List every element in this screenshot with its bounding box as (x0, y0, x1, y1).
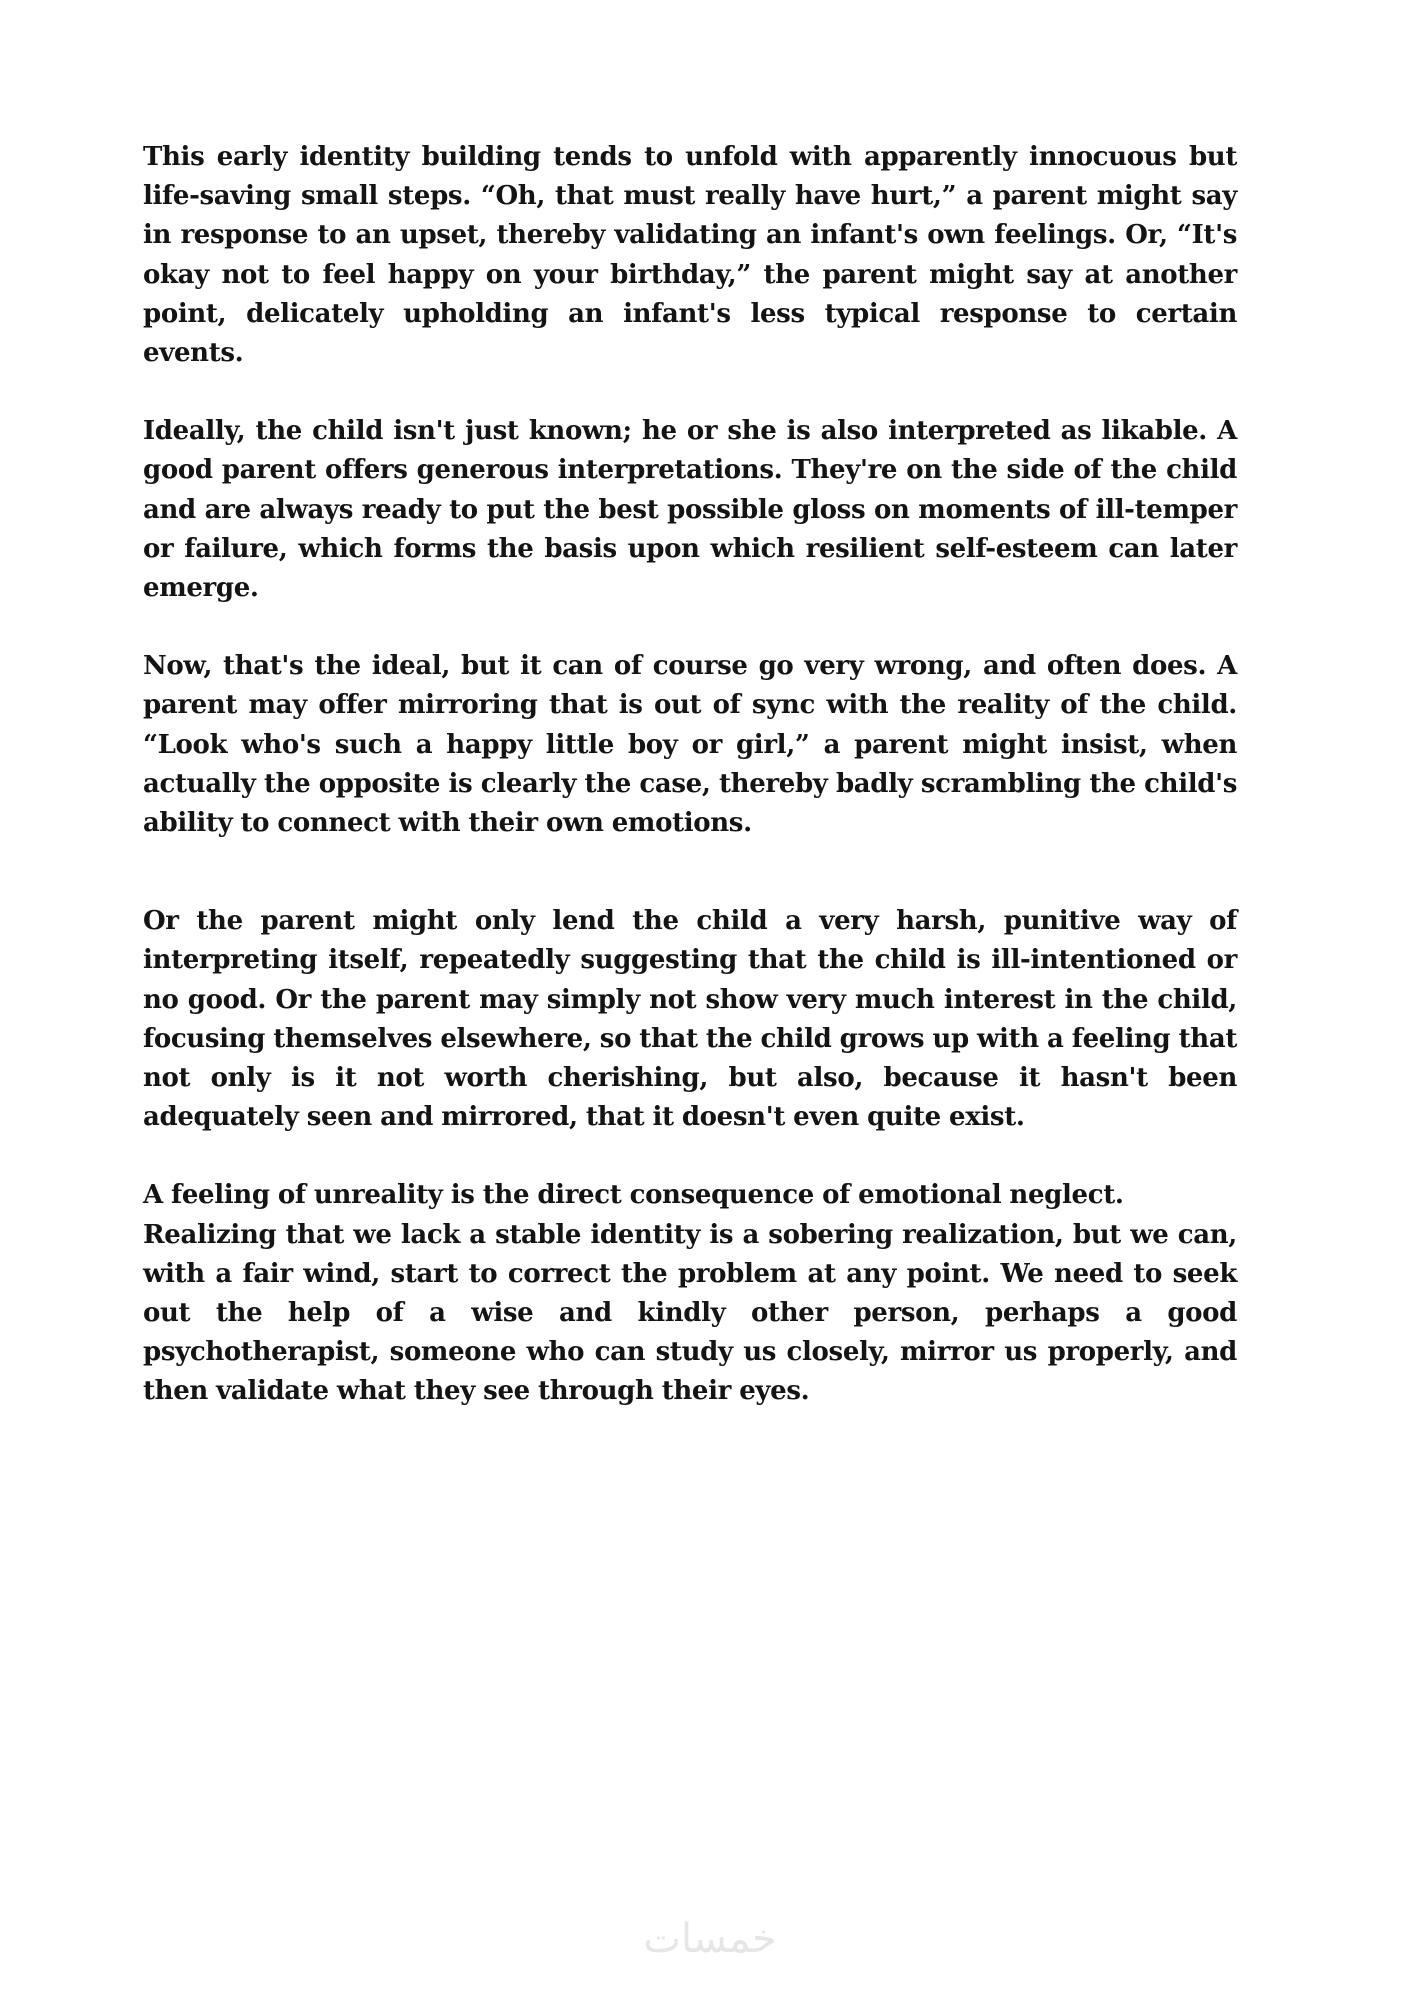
watermark-logo-graphic (622, 1918, 798, 1960)
paragraph-identity-building: This early identity building tends to unfold with apparently innocuous but life-saving small steps. “Oh, that must really have hurt,” a parent might say in response to an upset, thereby validating an infant's own feelings. Or, “It's okay not to feel happy on your birthday,” the parent might say at another point, delicately upholding an infant's less typical response to certain events. (143, 142, 1237, 369)
paragraph-unreality-first-line: A feeling of unreality is the direct consequence of emotional neglect. (143, 1180, 1124, 1211)
watermark-text: خمسات (643, 1918, 777, 1960)
paragraph-harsh-interpretation: Or the parent might only lend the child a very harsh, punitive way of interpreting itself, repeatedly suggesting that the child is ill-intentioned or no good. Or the parent may simply not show very much interest in the child, focusing themselves elsewhere, so that the child grows up with a feeling that not only is it not worth cherishing, but also, because it hasn't been adequately seen and mirrored, that it doesn't even quite exist. (143, 906, 1237, 1133)
paragraph-unreality-body: Realizing that we lack a stable identity is a sobering realization, but we can, with a fair wind, start to correct the problem at any point. We need to seek out the help of a wise and kindly other person, perhaps a good psychotherapist, someone who can study us closely, mirror us properly, and then validate what they see through their eyes. (143, 1219, 1237, 1407)
paragraph-unreality (143, 1176, 1237, 1411)
paragraph-mirroring-wrong: Now, that's the ideal, but it can of course go very wrong, and often does. A parent may offer mirroring that is out of sync with the reality of the child. “Look who's such a happy little boy or girl,” a parent might insist, when actually the opposite is clearly the case, thereby badly scrambling the child's ability to connect with their own emotions. (143, 651, 1237, 839)
document-page (143, 138, 1237, 1451)
paragraph-ideal-interpretation: Ideally, the child isn't just known; he or she is also interpreted as likable. A good parent offers generous interpretations. They're on the side of the child and are always ready to put the best possible gloss on moments of ill-temper or failure, which forms the basis upon which resilient self-esteem can later emerge. (143, 416, 1237, 604)
khamsat-logo-icon (622, 1918, 798, 1960)
